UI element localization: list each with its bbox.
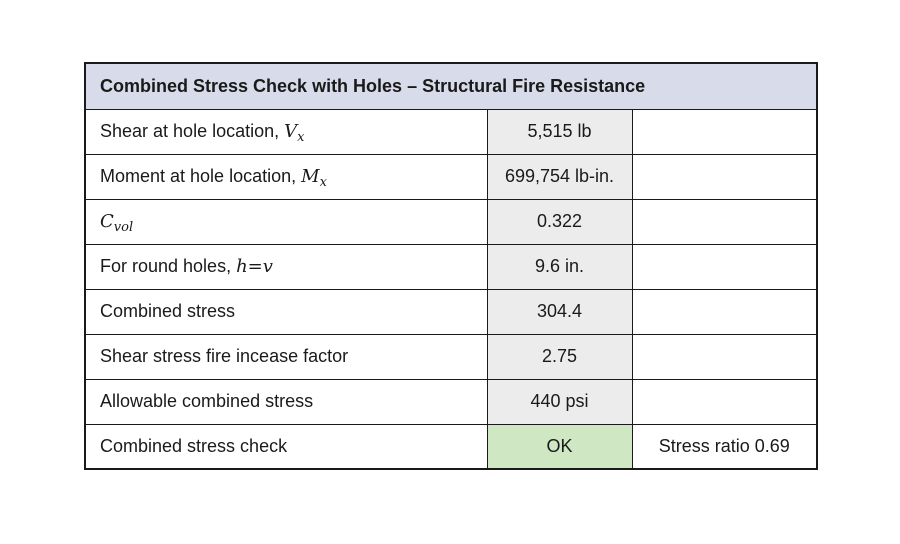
row-note [632,199,817,244]
stress-check-table-container [84,62,816,470]
row-label [85,244,487,289]
row-label-text: Moment at hole location, [100,166,302,186]
row-note [632,334,817,379]
row-label: Combined stress [85,289,487,334]
row-label [85,154,487,199]
table-row-shear [85,109,817,154]
row-note [632,289,817,334]
row-label: Combined stress check [85,424,487,469]
table-title: Combined Stress Check with Holes – Structural Fire Resistance [85,63,817,109]
row-label [85,109,487,154]
row-note [632,154,817,199]
table-row-moment [85,154,817,199]
stress-check-table [84,62,818,470]
table-row-stress-check [85,424,817,469]
row-label-text: For round holes, [100,256,237,276]
row-label-variable: h=v [236,256,273,277]
row-value: 0.322 [487,199,632,244]
row-value: 440 psi [487,379,632,424]
row-note [632,244,817,289]
table-row-cvol [85,199,817,244]
row-value: 9.6 in. [487,244,632,289]
row-value: 2.75 [487,334,632,379]
row-value: 699,754 lb-in. [487,154,632,199]
row-label [85,199,487,244]
row-label: Shear stress fire incease factor [85,334,487,379]
row-value: 304.4 [487,289,632,334]
row-note [632,109,817,154]
row-label: Allowable combined stress [85,379,487,424]
row-value: 5,515 lb [487,109,632,154]
table-row-round-holes [85,244,817,289]
row-label-text: Shear at hole location, [100,121,285,141]
row-label-variable: $M_x$ [301,166,327,190]
row-note [632,379,817,424]
table-row-combined-stress [85,289,817,334]
table-header-row [85,63,817,109]
stress-ratio-note: Stress ratio 0.69 [632,424,817,469]
row-label-variable: $V_x$ [284,121,305,145]
table-row-fire-factor [85,334,817,379]
row-label-variable: $C_{vol}$ [100,211,134,235]
table-row-allowable-stress [85,379,817,424]
status-ok-badge: OK [487,424,632,469]
